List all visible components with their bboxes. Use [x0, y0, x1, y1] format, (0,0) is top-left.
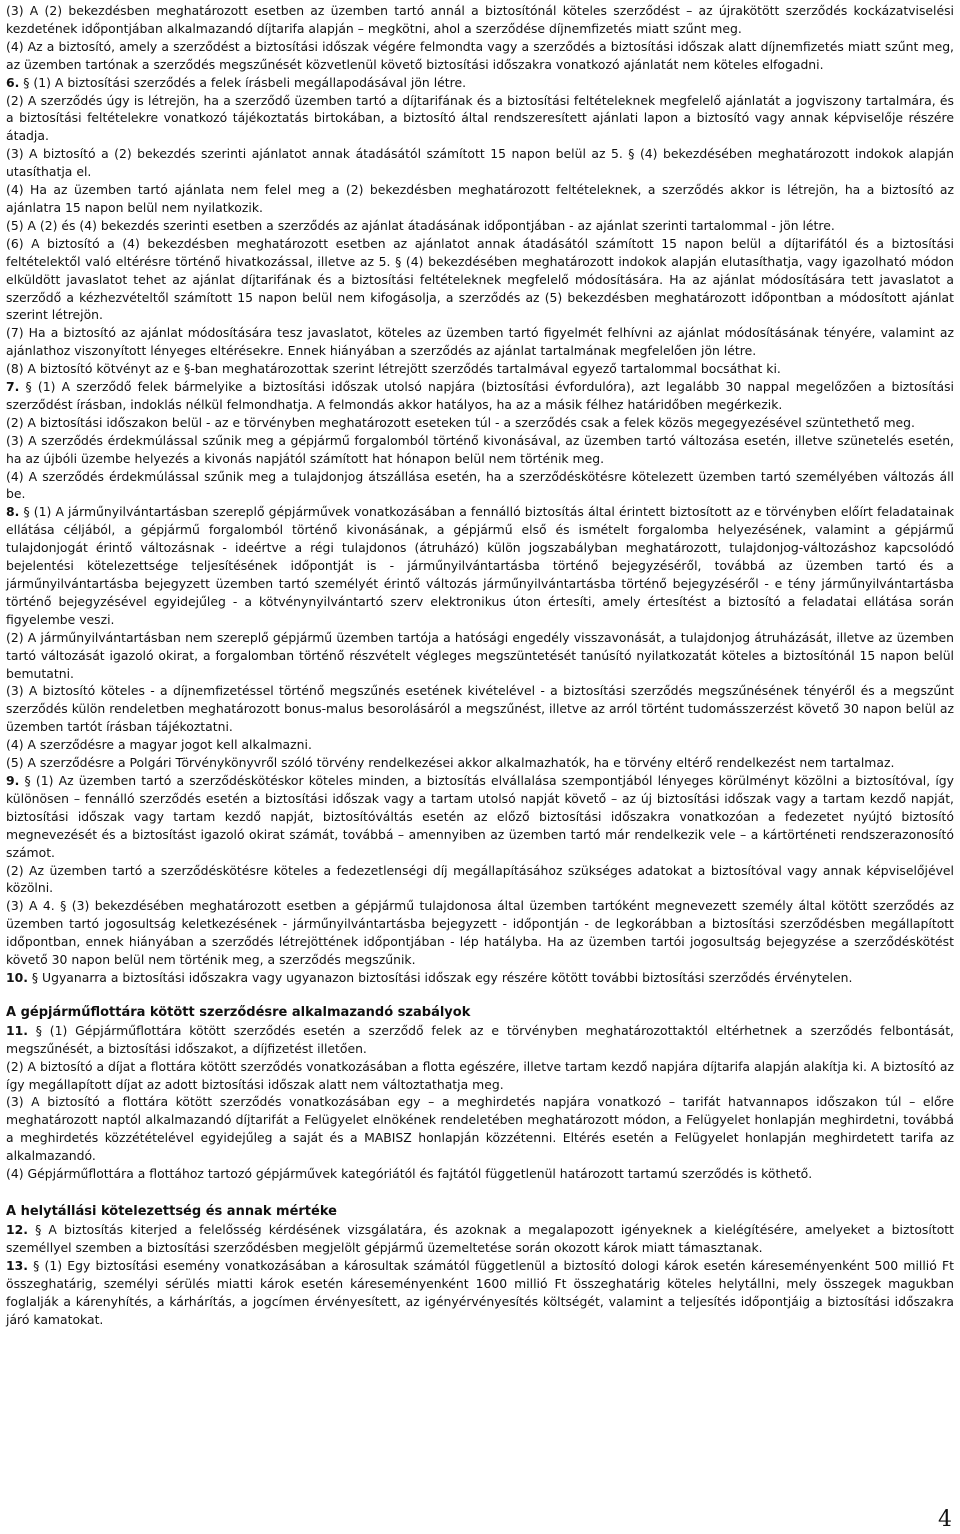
paragraph: (3) A biztosító köteles - a díjnemfizetéssel történő megszűnés esetének kivételével - a biztosítási szerződés megszűnésének tényéről és a megszűnt szerződés külön rendeletben meghatározott bonus-malus besorolásáról a megszűnést, illetve az arról történt tudomásszerzést követő 30 napon belül az üzemben tartót írásban tájékoztatni.	[6, 683, 954, 735]
document-page	[6, 2, 954, 1328]
section-spacer	[6, 987, 954, 1004]
section-number: 13.	[6, 1257, 28, 1273]
section-10-paragraph: 10. § Ugyanarra a biztosítási időszakra vagy ugyanazon biztosítási időszak egy részére kötött további biztosítási szerződés érvénytelen.	[6, 969, 853, 985]
section-heading-fleet: A gépjárműflottára kötött szerződésre alkalmazandó szabályok	[6, 1004, 471, 1020]
section-number: 12.	[6, 1222, 28, 1237]
section-9-paragraph: 9. § (1) Az üzemben tartó a szerződéskötéskor köteles minden, a biztosítás elvállalása szempontjából lényeges körülményt közölni a biztosítóval, így különösen – fennálló szerződés esetén a biztosítási időszak vagy a tartam utolsó napját követő – az új biztosítási időszak vagy a tartam kezdő napját, biztosítási időszak vagy tartam kezdő napját, biztosítóváltás esetén az előző biztosítási időszakra vonatkozóan a fedezetet nyújtó biztosító megnevezését és a biztosítást igazoló okirat számát, továbbá – amennyiben az üzemben tartó már rendelkezik vele – a kártörténeti rendszerazonosító számot.	[6, 772, 954, 860]
paragraph: (3) A 4. § (3) bekezdésében meghatározott esetben a gépjármű tulajdonosa által üzemben tartóként megnevezett személy által kötött szerződés az üzemben tartó jogosultság keletkezésének - járműnyilvántartásba bejegyzett - időpontján - de legkorábban a biztosítási szerződésben megállapított időpontban, ennek hiányában a szerződés létrejöttének időpontjában - lép hatályba. Ha az üzemben tartói jogosultság bejegyzése a szerződéskötést követő 30 napon belül nem történik meg, a szerződés megszűnik.	[6, 898, 954, 968]
section-number: 10.	[6, 969, 28, 985]
paragraph: (4) Az a biztosító, amely a szerződést a biztosítási időszak végére felmondta vagy a szerződés a biztosítási időszak alatt díjnemfizetés miatt szűnt meg, az üzemben tartónak a szerződés megszűnését közvetlenül követő biztosítási időszakra vonatkozó ajánlatát nem köteles elfogadni.	[6, 38, 954, 72]
paragraph: (2) A szerződés úgy is létrejön, ha a szerződő üzemben tartó a díjtarifának és a biztosítási feltételeknek megfelelő ajánlatát a jogviszony tartalmára, és a biztosítási feltételekre vonatkozó tájékoztatás birtokában, a biztosító által rendszeresített ajánlati lapon a biztosító vagy annak képviselője részére átadja.	[6, 92, 954, 144]
section-8-paragraph: 8. § (1) A járműnyilvántartásban szereplő gépjárművek vonatkozásában a fennálló biztosítás által érintett biztosított az e törvényben előírt feladatainak ellátása céljából, a gépjármű forgalomból történő kivonásának, a gépjármű első és ismételt forgalomba helyezésének, valamint a gépjármű tulajdonjogát érintő változásnak - ideértve a régi tulajdonos (átruházó) külön jogszabályban meghatározott, tulajdonjog-változáshoz kapcsolódó bejelentési kötelezettsége teljesítésének időpontját is - járműnyilvántartásba történő bejegyzéséről, továbbá az üzemben tartó és a járműnyilvántartásba bejegyzett üzemben tartó személyét érintő változás járműnyilvántartásba történő bejegyzéséről - e tény járműnyilvántartásba történő bejegyzésével egyidejűleg - a kötvénynyilvántartó szerv elektronikus úton értesíti, amely értesítést a biztosító a feladatai ellátása során figyelembe veszi.	[6, 504, 954, 627]
paragraph: (2) A járműnyilvántartásban nem szereplő gépjármű üzemben tartója a hatósági engedély visszavonását, a tulajdonjog átruházását, illetve az üzemben tartó változását igazoló okirat, a forgalomban történő részvételt végleges megszüntetését tanúsító nyilatkozatát köteles a biztosítónál 15 napon belül bemutatni.	[6, 629, 954, 681]
section-6-paragraph: 6. § (1) A biztosítási szerződés a felek írásbeli megállapodásával jön létre.	[6, 74, 467, 90]
paragraph: (2) A biztosító a díjat a flottára kötött szerződés vonatkozásában a flotta egészére, illetve tartam kezdő napjára díjtarifa alapján alakítja ki. A biztosító az így megállapított díjat az adott biztosítási időszak alatt nem változtathatja meg.	[6, 1058, 954, 1092]
paragraph: (4) A szerződésre a magyar jogot kell alkalmazni.	[6, 737, 312, 753]
paragraph: (3) A (2) bekezdésben meghatározott esetben az üzemben tartó annál a biztosítónál köteles szerződést – az újrakötött szerződés kockázatviselési kezdetének időpontjában alkalmazandó díjtarifa alapján – megkötni, ahol a szerződése díjnemfizetés miatt szűnt meg.	[6, 3, 954, 36]
section-number: 8.	[6, 504, 20, 520]
section-number: 7.	[6, 379, 20, 395]
paragraph: (5) A (2) és (4) bekezdés szerinti esetben a szerződés az ajánlat átadásának időpontjában - az ajánlat szerinti tartalommal - jön létre.	[6, 217, 835, 233]
paragraph: (6) A biztosító a (4) bekezdésben meghatározott esetben az ajánlatot annak átadásától számított 15 napon belül a díjtarifától és a biztosítási feltételektől való eltérésre történő hivatkozással, illetve az 5. § (4) bekezdésében meghatározott indokok alapján elutasíthatja, vagy igazolható módon elküldött javaslatot tehet az ajánlat díjtarifának és a biztosítási feltételeknek megfelelő módosítására. Ha az ajánlat módosítására tett javaslatot a szerződő a kézhezvételtől számított 15 napon belül nem kifogásolja, a szerződés az (5) bekezdésben meghatározott időpontban a módosított ajánlat szerint létrejön.	[6, 235, 954, 323]
paragraph: (7) Ha a biztosító az ajánlat módosítására tesz javaslatot, köteles az üzemben tartó figyelmét felhívni az ajánlat módosításának tényére, valamint az ajánlathoz viszonyított lényeges eltérésekre. Ennek hiányában a szerződés az ajánlat tartalmának megfelelően jön létre.	[6, 325, 954, 359]
section-13-paragraph: 13. § (1) Egy biztosítási esemény vonatkozásában a károsultak számától függetlenül a biztosító dologi károk esetén káreseményenként 500 millió Ft összeghatárig, személyi sérülés miatti károk esetén káreseményenként 1600 millió Ft összeghatárig köteles helytállni, mely összegek magukban foglalják a kárenyhítés, a kárhárítás, a jogcímen érvényesített, az igényérvényesítés költségét, valamint a teljesítés időpontjáig a biztosítási időszakra járó kamatokat.	[6, 1257, 954, 1327]
paragraph: (5) A szerződésre a Polgári Törvénykönyvről szóló törvény rendelkezései akkor alkalmazhatók, ha e törvény eltérő rendelkezést nem tartalmaz.	[6, 755, 895, 771]
paragraph: (3) A biztosító a flottára kötött szerződés vonatkozásában egy – a meghirdetés napjára vonatkozó – tarifát hatvannapos időszakon túl – előre meghatározott naptól alkalmazandó díjtarifát a Felügyelet elnökének rendeletében meghatározott módon, a Felügyelet honlapján meghirdetni, továbbá a meghirdetés közzétételével egyidejűleg a saját és a MABISZ honlapján közzétenni. Eltérés esetén a Felügyelet honlapján meghirdetett tarifa az alkalmazandó.	[6, 1094, 954, 1164]
section-heading-liability: A helytállási kötelezettség és annak mértéke	[6, 1204, 337, 1219]
section-number: 6.	[6, 74, 20, 90]
section-7-paragraph: 7. § (1) A szerződő felek bármelyike a biztosítási időszak utolsó napjára (biztosítási évfordulóra), azt legalább 30 nappal megelőzően a biztosítási szerződést írásban, indoklás nélkül felmondhatja. A felmondás akkor hatályos, ha az a másik félhez határidőben megérkezik.	[6, 379, 954, 412]
paragraph: (8) A biztosító kötvényt az e §-ban meghatározottak szerint létrejött szerződés tartalmával egyező tartalommal bocsáthat ki.	[6, 361, 781, 377]
section-number: 11.	[6, 1022, 28, 1038]
page-number: 4	[938, 1507, 952, 1532]
paragraph: (2) A biztosítási időszakon belül - az e törvényben meghatározott eseteken túl - a szerződés csak a felek közös megegyezésével szüntethető meg.	[6, 414, 915, 430]
section-11-paragraph: 11. § (1) Gépjárműflottára kötött szerződés esetén a szerződő felek az e törvényben meghatározottaktól eltérhetnek a szerződés felbontását, megszűnését, a biztosítási időszakot, a díjfizetést illetően.	[6, 1022, 954, 1056]
paragraph: (2) Az üzemben tartó a szerződéskötésre köteles a fedezetlenségi díj megállapításához szükséges adatokat a biztosítóval vagy annak képviselőjével közölni.	[6, 862, 954, 896]
section-spacer	[6, 1183, 954, 1203]
paragraph: (4) A szerződés érdekmúlással szűnik meg a tulajdonjog átszállása esetén, ha a szerződéskötésre kötelezett üzemben tartó személyében változás áll be.	[6, 468, 954, 502]
section-12-paragraph: 12. § A biztosítás kiterjed a felelősség kérdésének vizsgálatára, és azoknak a megalapozott igényeknek a kielégítésére, amelyeket a biztosított személlyel szemben a biztosítási szerződésben megjelölt gépjármű üzemeltetése során okozott károk miatt támasztanak.	[6, 1222, 954, 1255]
section-number: 9.	[6, 772, 20, 788]
paragraph: (3) A szerződés érdekmúlással szűnik meg a gépjármű forgalomból történő kivonásával, az üzemben tartó változása esetén, illetve szünetelés esetén, ha az újbóli üzembe helyezés a kivonás napjától számított hat hónapon belül nem történik meg.	[6, 432, 954, 466]
paragraph: (3) A biztosító a (2) bekezdés szerinti ajánlatot annak átadásától számított 15 napon belül az 5. § (4) bekezdésében meghatározott indokok alapján utasíthatja el.	[6, 146, 954, 180]
paragraph: (4) Ha az üzemben tartó ajánlata nem felel meg a (2) bekezdésben meghatározott feltételeknek, a szerződés akkor is létrejön, ha a biztosító az ajánlatra 15 napon belül nem nyilatkozik.	[6, 182, 954, 215]
paragraph: (4) Gépjárműflottára a flottához tartozó gépjárművek kategóriától és fajtától függetlenül határozott tartamú szerződés is köthető.	[6, 1166, 813, 1182]
